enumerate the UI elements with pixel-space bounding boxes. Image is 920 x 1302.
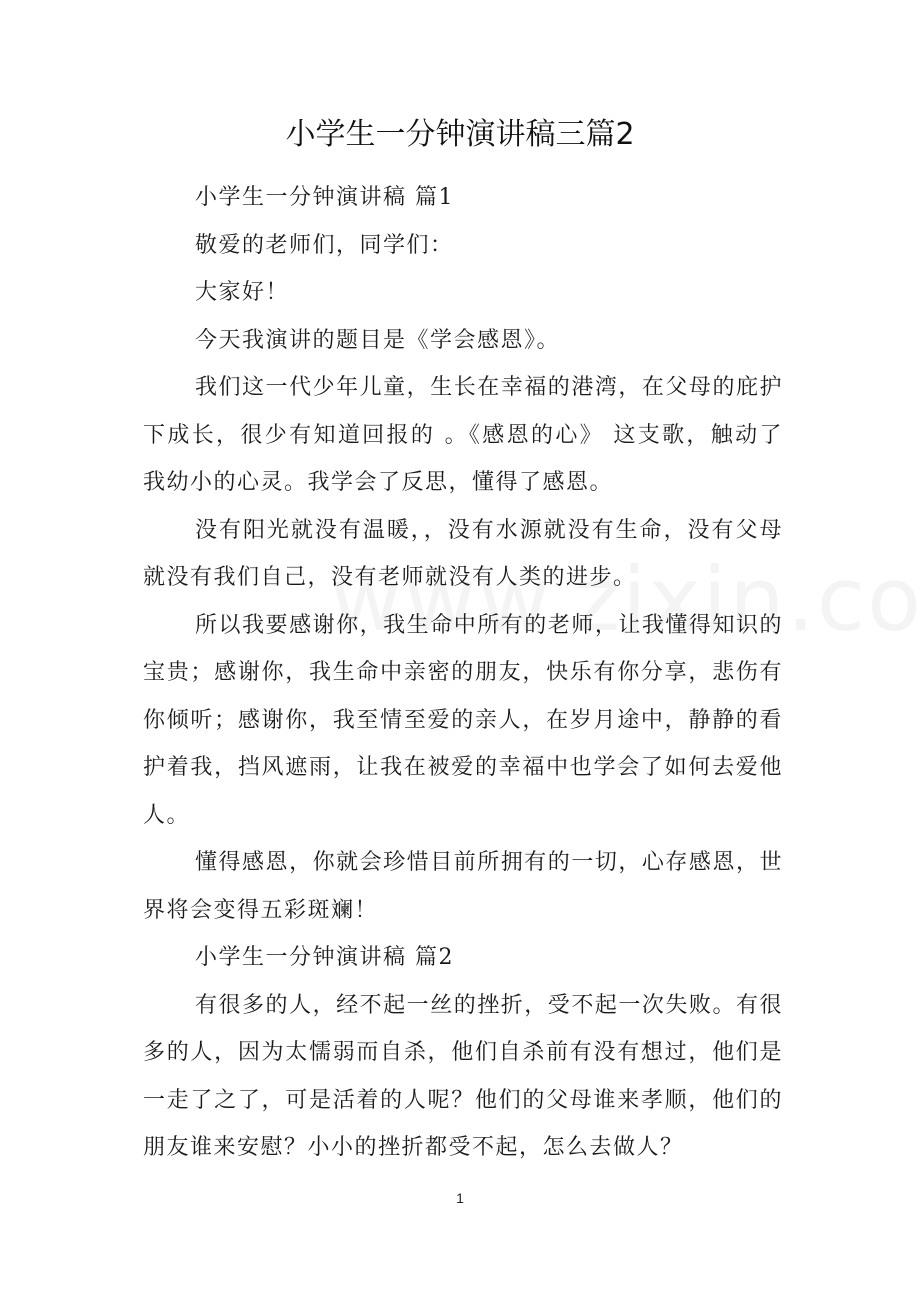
document-body <box>143 174 783 1172</box>
paragraph: 今天我演讲的题目是《学会感恩》。 <box>195 327 561 353</box>
paragraph: 懂得感恩，你就会珍惜目前所拥有的一切，心存感恩，世界将会变得五彩斑斓！ <box>143 850 783 923</box>
document-title: 小学生一分钟演讲稿三篇2 <box>285 117 635 152</box>
paragraph: 有很多的人，经不起一丝的挫折，受不起一次失败。有很多的人，因为太懦弱而自杀，他们自杀前有没有想过，他们是一走了之了，可是活着的人呢？他们的父母谁来孝顺，他们的朋友谁来安慰？小小的挫折都受不起，怎么去做人？ <box>143 992 783 1160</box>
section-heading-1: 小学生一分钟演讲稿 篇1 <box>195 185 454 210</box>
greeting: 大家好！ <box>195 280 290 305</box>
page-number: 1 <box>456 1190 464 1206</box>
paragraph: 所以我要感谢你，我生命中所有的老师，让我懂得知识的宝贵；感谢你，我生命中亲密的朋友，快乐有你分享，悲伤有你倾听；感谢你，我至情至爱的亲人，在岁月途中，静静的看护着我，挡风遮雨，让我在被爱的幸福中也学会了如何去爱他人。 <box>143 612 783 828</box>
salutation: 敬爱的老师们，同学们： <box>195 232 454 258</box>
paragraph: 没有阳光就没有温暖，，没有水源就没有生命，没有父母就没有我们自己，没有老师就没有人类的进步。 <box>143 517 783 590</box>
section-heading-2: 小学生一分钟演讲稿 篇2 <box>195 945 454 970</box>
paragraph: 我们这一代少年儿童，生长在幸福的港湾，在父母的庇护下成长，很少有知道回报的 。《感恩的心》 这支歌，触动了我幼小的心灵。我学会了反思，懂得了感恩。 <box>143 375 783 495</box>
